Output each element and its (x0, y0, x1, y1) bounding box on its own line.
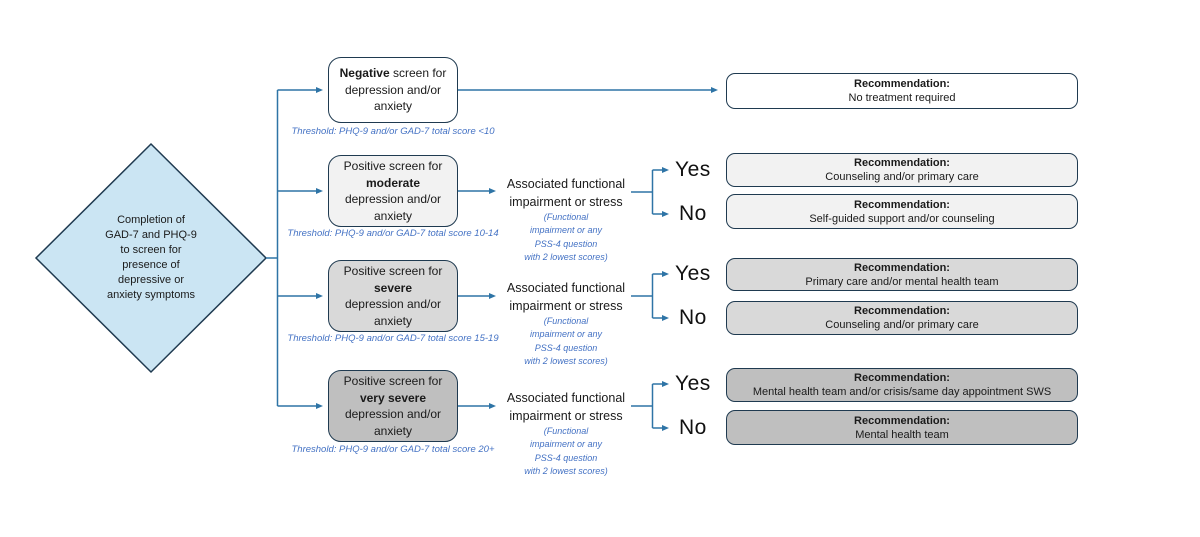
recommendation-body: Counseling and/or primary care (825, 319, 979, 331)
start-node-label (71, 213, 231, 303)
severity-label: very severe (359, 390, 427, 405)
functional-impairment-label (486, 279, 646, 315)
screen-box-moderate (328, 155, 458, 227)
functional-label-line: Associated functional (506, 177, 626, 191)
screen-box-negative (328, 57, 458, 123)
functional-note-line: impairment or any (529, 225, 603, 236)
branch-no-label: No (679, 202, 707, 225)
threshold-note-very-severe: Threshold: PHQ-9 and/or GAD-7 total score 20+ (291, 444, 495, 455)
recommendation-body: Mental health team and/or crisis/same day appointment SWS (752, 386, 1052, 398)
screen-box-line: anxiety (373, 423, 413, 438)
functional-note-line: with 2 lowest scores) (524, 355, 608, 366)
recommendation-box-very-severe-no (726, 410, 1078, 445)
recommendation-title: Recommendation: (854, 305, 950, 317)
functional-note-line: with 2 lowest scores) (524, 251, 608, 262)
start-node-line: GAD-7 and PHQ-9 (105, 229, 197, 241)
screen-box-line: depression and/or (344, 192, 442, 206)
functional-impairment-note (486, 425, 646, 478)
recommendation-title: Recommendation: (854, 157, 950, 169)
start-node-line: depressive or (117, 274, 185, 286)
recommendation-body: Mental health team (855, 428, 949, 441)
functional-note-line: impairment or any (529, 329, 603, 340)
functional-note-line: impairment or any (529, 439, 603, 450)
functional-label-line: impairment or stress (509, 409, 623, 423)
recommendation-title: Recommendation: (854, 78, 950, 90)
screen-box-line: anxiety (373, 208, 413, 223)
functional-note-line: with 2 lowest scores) (524, 465, 608, 476)
recommendation-body: No treatment required (848, 92, 956, 104)
screen-box-line: depression and/or (344, 297, 442, 311)
screen-box-line: depression and/or (344, 407, 442, 421)
recommendation-box-no-treatment (726, 73, 1078, 109)
screen-box-line: Negative screen for (339, 66, 447, 81)
start-node-line: Completion of (117, 214, 185, 226)
recommendation-box-severe-no (726, 301, 1078, 335)
functional-impairment-note (486, 211, 646, 264)
severity-label: moderate (365, 175, 421, 190)
start-node-line: anxiety symptoms (106, 289, 196, 301)
functional-impairment-note (486, 315, 646, 368)
screen-box-line: Positive screen for (343, 374, 443, 388)
recommendation-box-moderate-no (726, 194, 1078, 229)
branch-no-label: No (679, 306, 707, 329)
branch-yes-label: Yes (675, 372, 711, 395)
screen-box-line: anxiety (373, 313, 413, 328)
recommendation-title: Recommendation: (854, 261, 950, 274)
screen-box-line: Positive screen for (343, 159, 443, 173)
functional-impairment-label (486, 389, 646, 425)
threshold-note-moderate: Threshold: PHQ-9 and/or GAD-7 total score 10-14 (287, 228, 499, 239)
screen-box-severe (328, 260, 458, 332)
functional-note-line: PSS-4 question (534, 452, 598, 463)
functional-label-line: Associated functional (506, 281, 626, 295)
recommendation-title: Recommendation: (854, 198, 950, 211)
branch-no-label: No (679, 416, 707, 439)
functional-label-line: Associated functional (506, 391, 626, 405)
start-node-line: presence of (122, 259, 180, 271)
start-node-line: to screen for (120, 244, 182, 256)
functional-note-line: (Functional (543, 426, 589, 436)
recommendation-box-severe-yes (726, 258, 1078, 291)
recommendation-body: Self-guided support and/or counseling (809, 212, 995, 225)
branch-yes-label: Yes (675, 158, 711, 181)
recommendation-box-moderate-yes (726, 153, 1078, 187)
threshold-note-negative: Threshold: PHQ-9 and/or GAD-7 total score <10 (291, 126, 495, 137)
recommendation-body: Primary care and/or mental health team (805, 275, 999, 288)
functional-label-line: impairment or stress (509, 195, 623, 209)
functional-label-line: impairment or stress (509, 299, 623, 313)
recommendation-box-very-severe-yes (726, 368, 1078, 402)
branch-yes-label: Yes (675, 262, 711, 285)
functional-note-line: (Functional (543, 316, 589, 326)
recommendation-body: Counseling and/or primary care (825, 171, 979, 183)
functional-note-line: (Functional (543, 212, 589, 222)
severity-label: severe (373, 280, 413, 295)
functional-note-line: PSS-4 question (534, 238, 598, 249)
threshold-note-severe: Threshold: PHQ-9 and/or GAD-7 total score 15-19 (287, 333, 499, 344)
screen-box-line: depression and/or (344, 82, 442, 97)
recommendation-title: Recommendation: (854, 372, 950, 384)
functional-impairment-label (486, 175, 646, 211)
recommendation-title: Recommendation: (854, 414, 950, 427)
screen-box-line: anxiety (373, 99, 413, 114)
functional-note-line: PSS-4 question (534, 342, 598, 353)
screen-box-very-severe (328, 370, 458, 442)
screen-box-line: Positive screen for (343, 264, 443, 278)
